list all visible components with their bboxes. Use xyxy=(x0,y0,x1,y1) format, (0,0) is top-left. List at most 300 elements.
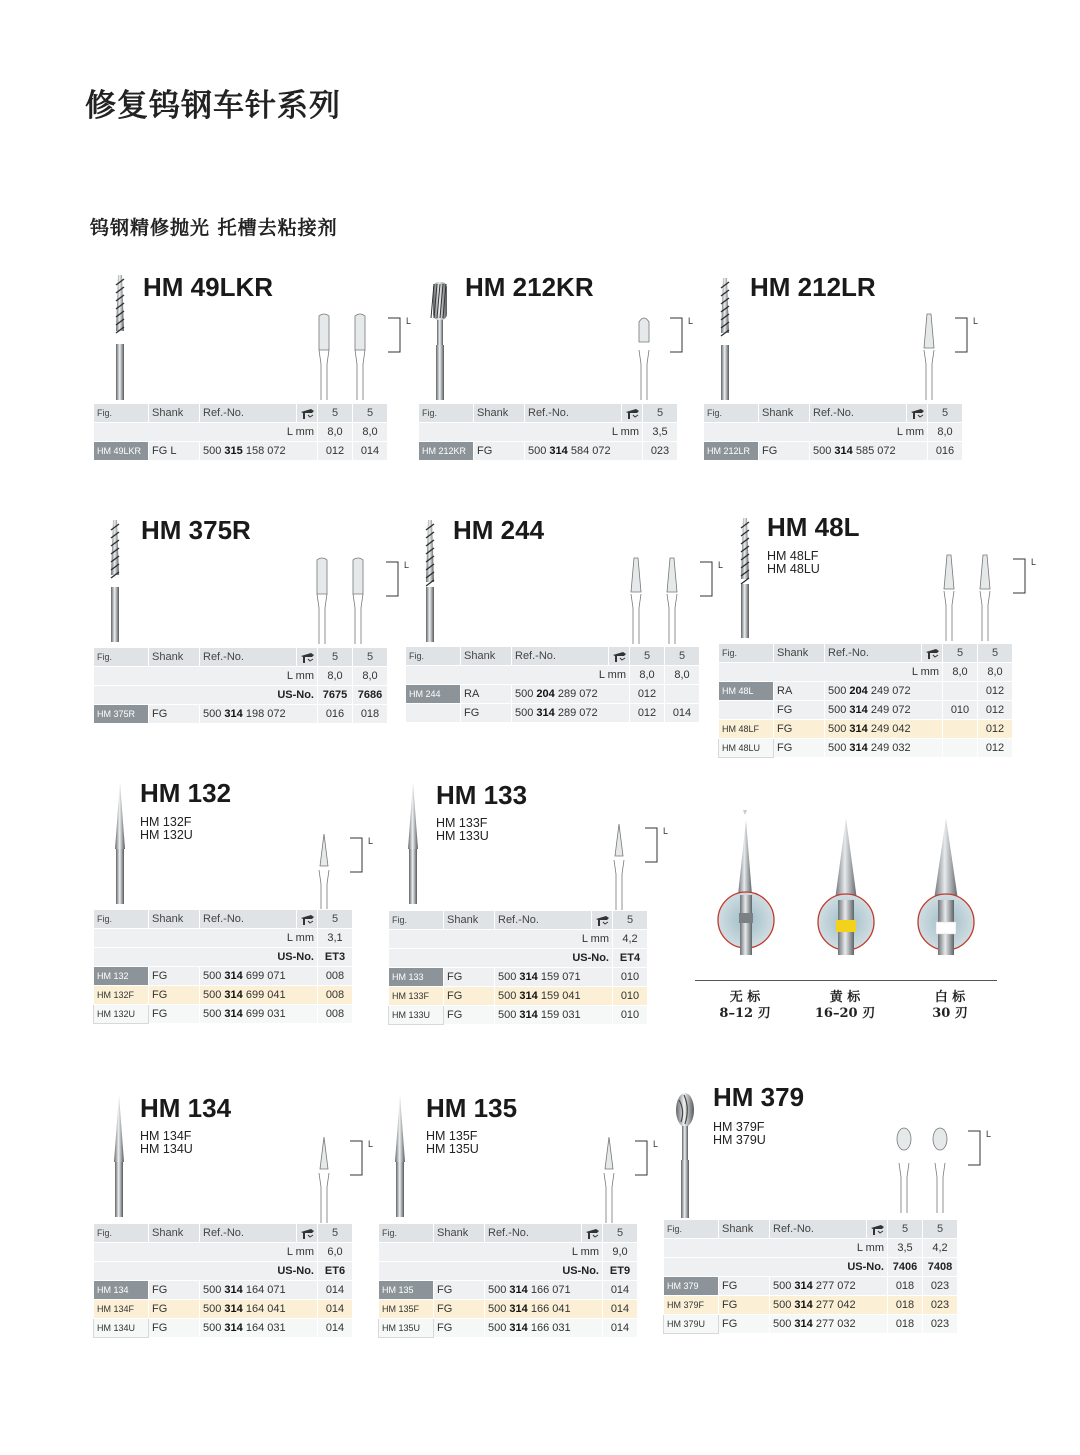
size-value: 012 xyxy=(978,682,1013,701)
ring-color-photos xyxy=(700,810,1000,980)
ref-prefix: 500 xyxy=(488,1322,510,1334)
variant-label: HM 48LF xyxy=(767,549,819,563)
variant-label: HM 133U xyxy=(436,829,489,843)
length-label: L mm xyxy=(704,423,928,442)
table-header-row xyxy=(94,910,353,929)
figure-code xyxy=(719,701,774,720)
tip-icon-cell xyxy=(907,404,928,423)
variant-label: HM 379F xyxy=(713,1120,765,1134)
length-value: 8,0 xyxy=(318,423,353,442)
bur-tip-icon xyxy=(925,648,939,659)
reference-number xyxy=(200,986,318,1005)
tip-icon-cell xyxy=(297,1224,318,1243)
fig-number: 5 xyxy=(318,1224,353,1243)
length-row xyxy=(94,667,388,686)
ring-caption-yellow: 黄 标 16–20 刃 xyxy=(814,990,876,1021)
table-row xyxy=(94,442,388,461)
col-ref-header: Ref.-No. xyxy=(485,1224,582,1243)
size-value: 012 xyxy=(978,701,1013,720)
col-ref-header: Ref.-No. xyxy=(512,647,609,666)
col-shank-header: Shank xyxy=(719,1220,770,1239)
length-row xyxy=(94,423,388,442)
table-header-row xyxy=(719,644,1013,663)
size-value: 008 xyxy=(318,1005,353,1024)
fig-number: 5 xyxy=(923,1220,958,1239)
reference-number xyxy=(485,1281,603,1300)
figure-code: HM 379U xyxy=(664,1315,719,1334)
length-value: 4,2 xyxy=(923,1239,958,1258)
bur-photo-hm-379 xyxy=(670,1088,700,1222)
reference-number xyxy=(512,685,630,704)
bur-tip-icon xyxy=(585,1228,599,1239)
spec-table xyxy=(93,647,388,724)
us-number-label: US-No. xyxy=(379,1262,603,1281)
table-row xyxy=(704,442,963,461)
svg-text:L: L xyxy=(368,836,374,846)
figure-code xyxy=(406,704,461,723)
table-row xyxy=(406,704,700,723)
us-number-value: ET6 xyxy=(318,1262,353,1281)
table-header-row xyxy=(389,911,648,930)
figure-code: HM 132F xyxy=(94,986,149,1005)
us-number-row xyxy=(94,686,388,705)
svg-text:L: L xyxy=(406,316,412,326)
table-header-row xyxy=(704,404,963,423)
us-number-row xyxy=(389,949,648,968)
ref-shank-code: 314 xyxy=(849,742,868,754)
size-value: 014 xyxy=(353,442,388,461)
product-name: HM 375R xyxy=(141,515,251,545)
svg-text:L: L xyxy=(368,1139,374,1149)
table-row xyxy=(664,1277,958,1296)
reference-number xyxy=(495,987,613,1006)
product-name: HM 133 xyxy=(436,780,528,810)
svg-text:L: L xyxy=(986,1129,992,1139)
spec-table xyxy=(703,403,963,461)
spec-table xyxy=(93,1223,353,1338)
ref-suffix: 249 042 xyxy=(867,723,911,735)
ref-suffix: 277 072 xyxy=(812,1280,856,1292)
spec-table xyxy=(405,646,700,723)
shank-type: FG xyxy=(149,705,200,724)
bur-tip-icon xyxy=(300,914,314,925)
shank-type: FG xyxy=(434,1300,485,1319)
spec-table xyxy=(93,909,353,1024)
ref-suffix: 166 031 xyxy=(527,1322,571,1334)
col-ref-header: Ref.-No. xyxy=(200,648,297,667)
length-row xyxy=(389,930,648,949)
us-number-value: 7408 xyxy=(923,1258,958,1277)
col-shank-header: Shank xyxy=(149,404,200,423)
tip-icon-cell xyxy=(922,644,943,663)
table-row xyxy=(379,1281,638,1300)
size-value: 014 xyxy=(318,1300,353,1319)
reference-number xyxy=(200,1300,318,1319)
bur-tip-icon xyxy=(870,1224,884,1235)
ref-prefix: 500 xyxy=(203,445,225,457)
size-value: 023 xyxy=(923,1315,958,1334)
length-value: 6,0 xyxy=(318,1243,353,1262)
length-value: 3,5 xyxy=(643,423,678,442)
tip-icon-cell xyxy=(582,1224,603,1243)
reference-number xyxy=(512,704,630,723)
shank-type: FG xyxy=(444,987,495,1006)
col-shank-header: Shank xyxy=(149,648,200,667)
ref-suffix: 159 071 xyxy=(537,971,581,983)
ref-suffix: 699 031 xyxy=(242,1008,286,1020)
length-label: L mm xyxy=(94,1243,318,1262)
col-shank-header: Shank xyxy=(149,1224,200,1243)
fig-number: 5 xyxy=(888,1220,923,1239)
ref-shank-code: 314 xyxy=(224,1008,243,1020)
ref-suffix: 585 072 xyxy=(852,445,896,457)
ring-caption-plain: 无 标 8–12 刃 xyxy=(719,990,771,1021)
figure-code: HM 49LKR xyxy=(94,442,149,461)
ref-suffix: 289 072 xyxy=(554,707,598,719)
ref-suffix: 249 072 xyxy=(867,704,911,716)
ref-prefix: 500 xyxy=(828,723,850,735)
size-value: 010 xyxy=(943,701,978,720)
size-value: 012 xyxy=(630,704,665,723)
ref-suffix: 166 041 xyxy=(527,1303,571,1315)
ref-prefix: 500 xyxy=(813,445,835,457)
svg-text:L: L xyxy=(653,1139,659,1149)
col-fig-header: Fig. xyxy=(94,404,149,423)
length-label: L mm xyxy=(94,423,318,442)
length-value: 8,0 xyxy=(318,667,353,686)
length-label: L mm xyxy=(719,663,943,682)
ref-prefix: 500 xyxy=(773,1299,795,1311)
size-value: 012 xyxy=(978,739,1013,758)
reference-number xyxy=(810,442,928,461)
ref-shank-code: 314 xyxy=(509,1284,528,1296)
ref-prefix: 500 xyxy=(828,742,850,754)
length-label: L mm xyxy=(389,930,613,949)
figure-code: HM 135U xyxy=(379,1319,434,1338)
length-row xyxy=(379,1243,638,1262)
product-name: HM 135 xyxy=(426,1093,518,1123)
us-number-value: ET9 xyxy=(603,1262,638,1281)
size-value: 008 xyxy=(318,967,353,986)
length-row xyxy=(94,1243,353,1262)
product-variants xyxy=(767,550,820,576)
table-row xyxy=(94,967,353,986)
us-number-value: 7686 xyxy=(353,686,388,705)
variant-label: HM 135U xyxy=(426,1142,479,1156)
table-header-row xyxy=(94,404,388,423)
length-row xyxy=(704,423,963,442)
spec-table xyxy=(718,643,1013,758)
ref-suffix: 277 042 xyxy=(812,1299,856,1311)
ref-prefix: 500 xyxy=(515,707,537,719)
figure-code: HM 48L xyxy=(719,682,774,701)
fig-number: 5 xyxy=(630,647,665,666)
size-value: 010 xyxy=(613,987,648,1006)
col-shank-header: Shank xyxy=(149,910,200,929)
ring-bur-plain xyxy=(718,810,790,960)
svg-text:L: L xyxy=(663,826,669,836)
bur-photo-hm-244 xyxy=(415,520,445,646)
table-row xyxy=(719,739,1013,758)
col-fig-header: Fig. xyxy=(419,404,474,423)
tip-diagram xyxy=(308,556,408,650)
size-value: 014 xyxy=(665,704,700,723)
shank-type: FG xyxy=(149,986,200,1005)
col-fig-header: Fig. xyxy=(406,647,461,666)
bur-photo-hm-132 xyxy=(105,782,135,908)
figure-code: HM 379 xyxy=(664,1277,719,1296)
bur-photo-hm-49lkr xyxy=(105,275,135,404)
shank-type: FG xyxy=(774,720,825,739)
ref-shank-code: 315 xyxy=(224,445,243,457)
ref-shank-code: 314 xyxy=(549,445,568,457)
shank-type: FG xyxy=(444,1006,495,1025)
fig-number: 5 xyxy=(603,1224,638,1243)
fig-number: 5 xyxy=(943,644,978,663)
table-row xyxy=(719,720,1013,739)
svg-text:L: L xyxy=(1031,557,1037,567)
figure-code: HM 133U xyxy=(389,1006,444,1025)
length-value: 9,0 xyxy=(603,1243,638,1262)
figure-code: HM 135 xyxy=(379,1281,434,1300)
shank-type: FG xyxy=(149,1319,200,1338)
figure-code: HM 244 xyxy=(406,685,461,704)
table-row xyxy=(379,1300,638,1319)
ref-prefix: 500 xyxy=(488,1284,510,1296)
table-row xyxy=(94,1300,353,1319)
ref-shank-code: 314 xyxy=(509,1303,528,1315)
reference-number xyxy=(200,1005,318,1024)
figure-code: HM 134F xyxy=(94,1300,149,1319)
product-name: HM 49LKR xyxy=(143,272,274,302)
ref-shank-code: 314 xyxy=(834,445,853,457)
bur-tip-icon xyxy=(300,652,314,663)
shank-type: FG xyxy=(774,701,825,720)
ref-shank-code: 204 xyxy=(536,688,555,700)
variant-label: HM 132U xyxy=(140,828,193,842)
product-variants xyxy=(436,817,489,843)
figure-code: HM 132 xyxy=(94,967,149,986)
size-value: 018 xyxy=(888,1296,923,1315)
us-number-row xyxy=(94,1262,353,1281)
bur-photo-hm-48l xyxy=(730,518,760,642)
variant-label: HM 134U xyxy=(140,1142,193,1156)
col-ref-header: Ref.-No. xyxy=(495,911,592,930)
shank-type: RA xyxy=(774,682,825,701)
ref-shank-code: 314 xyxy=(849,704,868,716)
shank-type: RA xyxy=(461,685,512,704)
ref-prefix: 500 xyxy=(203,1303,225,1315)
page-title: 修复钨钢车针系列 xyxy=(85,88,341,124)
col-fig-header: Fig. xyxy=(94,910,149,929)
ref-suffix: 699 041 xyxy=(242,989,286,1001)
shank-type: FG xyxy=(444,968,495,987)
ref-prefix: 500 xyxy=(203,708,225,720)
col-fig-header: Fig. xyxy=(94,1224,149,1243)
length-label: L mm xyxy=(419,423,643,442)
product-variants xyxy=(426,1130,479,1156)
size-value: 023 xyxy=(923,1277,958,1296)
length-value: 3,1 xyxy=(318,929,353,948)
col-ref-header: Ref.-No. xyxy=(200,1224,297,1243)
fig-number: 5 xyxy=(318,404,353,423)
bur-tip-icon xyxy=(612,651,626,662)
svg-text:L: L xyxy=(973,316,979,326)
ref-shank-code: 314 xyxy=(794,1280,813,1292)
product-name: HM 212LR xyxy=(750,272,876,302)
fig-number: 5 xyxy=(318,648,353,667)
size-value: 012 xyxy=(318,442,353,461)
tip-diagram xyxy=(310,1135,374,1229)
size-value xyxy=(943,739,978,758)
table-header-row xyxy=(94,648,388,667)
length-label: L mm xyxy=(379,1243,603,1262)
bur-tip-icon xyxy=(595,915,609,926)
ref-prefix: 500 xyxy=(203,1284,225,1296)
ref-shank-code: 314 xyxy=(224,1284,243,1296)
tip-diagram xyxy=(605,822,669,916)
ref-suffix: 159 031 xyxy=(537,1009,581,1021)
ring-legend-divider xyxy=(695,980,997,981)
ref-shank-code: 314 xyxy=(794,1318,813,1330)
reference-number xyxy=(200,705,318,724)
fig-number: 5 xyxy=(318,910,353,929)
table-row xyxy=(419,442,678,461)
ref-suffix: 164 071 xyxy=(242,1284,286,1296)
reference-number xyxy=(495,1006,613,1025)
size-value: 023 xyxy=(923,1296,958,1315)
spec-table xyxy=(388,910,648,1025)
product-name: HM 244 xyxy=(453,515,545,545)
size-value: 016 xyxy=(928,442,963,461)
size-value: 018 xyxy=(888,1277,923,1296)
tip-diagram xyxy=(622,556,722,650)
tip-icon-cell xyxy=(297,648,318,667)
us-number-label: US-No. xyxy=(94,686,318,705)
size-value xyxy=(943,682,978,701)
table-header-row xyxy=(406,647,700,666)
table-row xyxy=(664,1315,958,1334)
ring-bur-white xyxy=(918,818,974,955)
ref-shank-code: 314 xyxy=(519,971,538,983)
reference-number xyxy=(495,968,613,987)
us-number-row xyxy=(379,1262,638,1281)
length-label: L mm xyxy=(664,1239,888,1258)
ref-prefix: 500 xyxy=(515,688,537,700)
shank-type: FG xyxy=(149,1281,200,1300)
table-header-row xyxy=(94,1224,353,1243)
table-row xyxy=(94,705,388,724)
product-variants xyxy=(713,1121,766,1147)
ref-suffix: 584 072 xyxy=(567,445,611,457)
size-value: 014 xyxy=(603,1319,638,1338)
figure-code: HM 48LU xyxy=(719,739,774,758)
figure-code: HM 134U xyxy=(94,1319,149,1338)
length-value: 8,0 xyxy=(943,663,978,682)
size-value: 014 xyxy=(603,1300,638,1319)
size-value: 008 xyxy=(318,986,353,1005)
svg-text:L: L xyxy=(718,560,724,570)
size-value: 012 xyxy=(630,685,665,704)
bur-photo-hm-135 xyxy=(385,1095,415,1221)
shank-type: FG xyxy=(719,1296,770,1315)
table-row xyxy=(389,987,648,1006)
tip-diagram xyxy=(595,1135,659,1229)
tip-diagram xyxy=(310,312,410,406)
us-number-label: US-No. xyxy=(94,948,318,967)
reference-number xyxy=(825,682,943,701)
bur-photo-hm-212lr xyxy=(710,278,740,404)
length-row xyxy=(719,663,1013,682)
col-shank-header: Shank xyxy=(774,644,825,663)
shank-type: FG xyxy=(461,704,512,723)
bur-tip-icon xyxy=(300,408,314,419)
col-shank-header: Shank xyxy=(474,404,525,423)
shank-type: FG xyxy=(434,1319,485,1338)
ref-suffix: 158 072 xyxy=(242,445,286,457)
ref-suffix: 164 041 xyxy=(242,1303,286,1315)
ref-shank-code: 314 xyxy=(224,989,243,1001)
col-shank-header: Shank xyxy=(461,647,512,666)
col-fig-header: Fig. xyxy=(379,1224,434,1243)
us-number-label: US-No. xyxy=(389,949,613,968)
ref-prefix: 500 xyxy=(203,989,225,1001)
ref-shank-code: 314 xyxy=(849,723,868,735)
variant-label: HM 379U xyxy=(713,1133,766,1147)
reference-number xyxy=(825,720,943,739)
table-row xyxy=(379,1319,638,1338)
ref-shank-code: 314 xyxy=(519,990,538,1002)
figure-code: HM 134 xyxy=(94,1281,149,1300)
length-value: 8,0 xyxy=(928,423,963,442)
fig-number: 5 xyxy=(353,404,388,423)
figure-code: HM 212LR xyxy=(704,442,759,461)
fig-number: 5 xyxy=(643,404,678,423)
variant-label: HM 135F xyxy=(426,1129,478,1143)
variant-label: HM 132F xyxy=(140,815,192,829)
col-fig-header: Fig. xyxy=(704,404,759,423)
col-fig-header: Fig. xyxy=(389,911,444,930)
reference-number xyxy=(770,1277,888,1296)
product-variants xyxy=(140,816,193,842)
length-label: L mm xyxy=(406,666,630,685)
table-row xyxy=(664,1296,958,1315)
fig-number: 5 xyxy=(978,644,1013,663)
ref-suffix: 164 031 xyxy=(242,1322,286,1334)
size-value xyxy=(943,720,978,739)
size-value: 023 xyxy=(643,442,678,461)
bur-photo-hm-212kr xyxy=(425,278,455,404)
table-row xyxy=(94,1005,353,1024)
fig-number: 5 xyxy=(928,404,963,423)
bur-tip-icon xyxy=(625,408,639,419)
variant-label: HM 133F xyxy=(436,816,488,830)
ref-prefix: 500 xyxy=(828,704,850,716)
tip-icon-cell xyxy=(592,911,613,930)
length-value: 8,0 xyxy=(978,663,1013,682)
ref-shank-code: 314 xyxy=(224,1303,243,1315)
length-value: 8,0 xyxy=(630,666,665,685)
tip-icon-cell xyxy=(609,647,630,666)
col-shank-header: Shank xyxy=(759,404,810,423)
shank-type: FG xyxy=(719,1315,770,1334)
ref-suffix: 249 072 xyxy=(867,685,911,697)
table-row xyxy=(389,1006,648,1025)
shank-type: FG xyxy=(774,739,825,758)
col-ref-header: Ref.-No. xyxy=(525,404,622,423)
ref-suffix: 277 032 xyxy=(812,1318,856,1330)
shank-type: FG xyxy=(149,1005,200,1024)
